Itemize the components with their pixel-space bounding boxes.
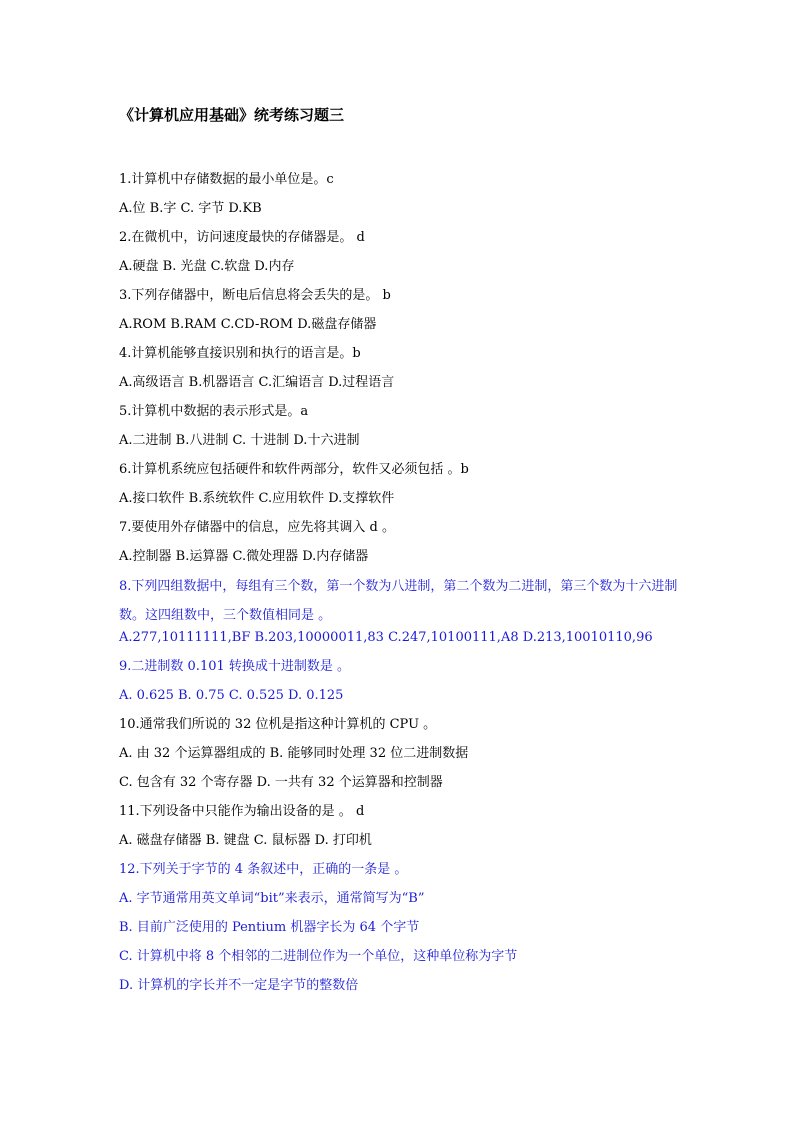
question-line: 7.要使用外存储器中的信息，应先将其调入 d 。 [119,520,395,535]
option-line: A. 由 32 个运算器组成的 B. 能够同时处理 32 位二进制数据 [119,746,469,761]
option-line: D. 计算机的字长并不一定是字节的整数倍 [119,978,359,993]
question-line: 1.计算机中存储数据的最小单位是。c [119,172,334,187]
question-line: 2.在微机中，访问速度最快的存储器是。 d [119,230,365,245]
option-line: A.位 B.字 C. 字节 D.KB [119,201,262,216]
question-line: 11.下列设备中只能作为输出设备的是 。 d [119,804,365,819]
option-line: A.高级语言 B.机器语言 C.汇编语言 D.过程语言 [119,375,395,390]
document-body [119,105,679,1007]
question-line: 10.通常我们所说的 32 位机是指这种计算机的 CPU 。 [119,717,437,732]
option-line: A.硬盘 B. 光盘 C.软盘 D.内存 [119,259,295,274]
option-line: B. 目前广泛使用的 Pentium 机器字长为 64 个字节 [119,920,420,935]
option-line: A. 字节通常用英文单词“bit”来表示，通常简写为“B” [119,891,425,906]
question-list [119,172,679,1007]
question-line: 8.下列四组数据中，每组有三个数，第一个数为八进制，第二个数为二进制，第三个数为十六进制数。这四组数中，三个数值相同是 。 [119,579,678,623]
option-line: A.控制器 B.运算器 C.微处理器 D.内存储器 [119,549,369,564]
option-line: A.接口软件 B.系统软件 C.应用软件 D.支撑软件 [119,491,395,506]
option-line: A. 磁盘存储器 B. 键盘 C. 鼠标器 D. 打印机 [119,833,372,848]
question-line: 4.计算机能够直接识别和执行的语言是。b [119,346,361,361]
option-line: A.二进制 B.八进制 C. 十进制 D.十六进制 [119,433,360,448]
question-line: 3.下列存储器中，断电后信息将会丢失的是。 b [119,288,391,303]
question-line: 5.计算机中数据的表示形式是。a [119,404,309,419]
option-line: A. 0.625 B. 0.75 C. 0.525 D. 0.125 [119,688,344,703]
option-line: A.ROM B.RAM C.CD-ROM D.磁盘存储器 [119,317,377,332]
question-line: 6.计算机系统应包括硬件和软件两部分，软件又必须包括 。b [119,462,469,477]
option-line: C. 计算机中将 8 个相邻的二进制位作为一个单位，这种单位称为字节 [119,949,518,964]
question-line: 9.二进制数 0.101 转换成十进制数是 。 [119,659,351,674]
document-title: 《计算机应用基础》统考练习题三 [119,106,345,124]
option-line: C. 包含有 32 个寄存器 D. 一共有 32 个运算器和控制器 [119,775,443,790]
question-line: 12.下列关于字节的 4 条叙述中，正确的一条是 。 [119,862,408,877]
option-line: A.277,10111111,BF B.203,10000011,83 C.247,10100111,A8 D.213,10010110,96 [119,630,653,645]
